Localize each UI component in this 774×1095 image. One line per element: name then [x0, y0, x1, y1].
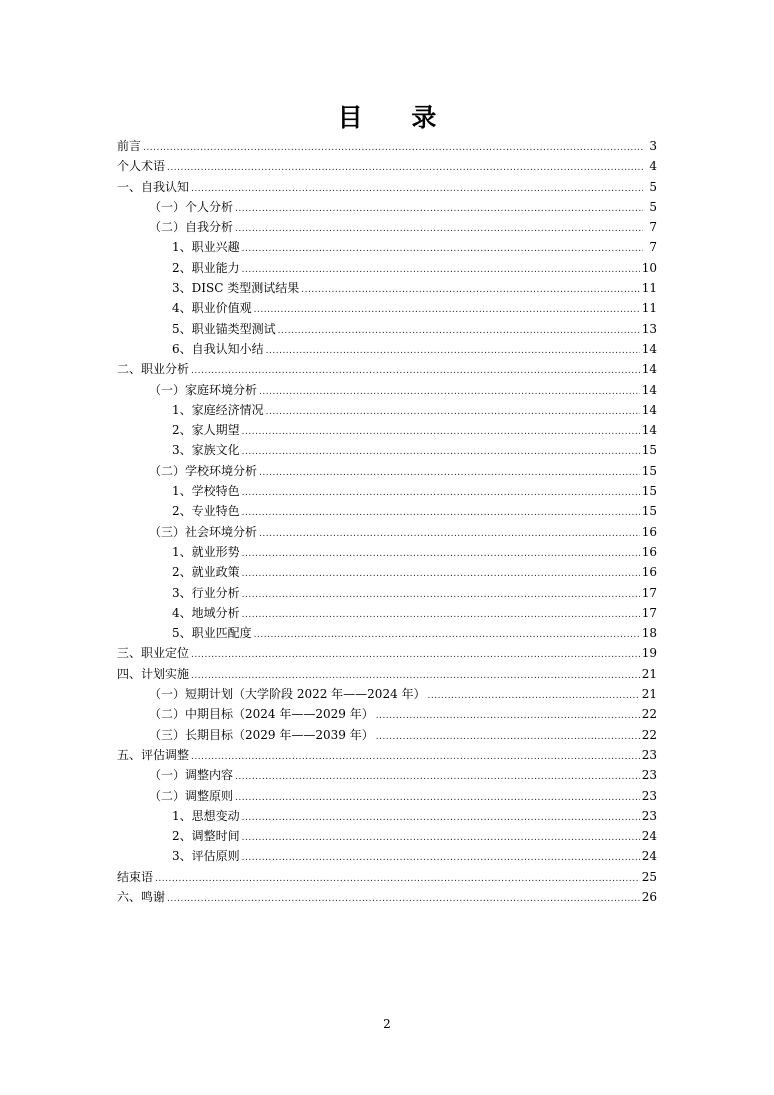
dot-leader [266, 341, 640, 361]
table-of-contents [117, 136, 657, 907]
toc-entry[interactable] [117, 420, 657, 440]
toc-entry-page: 22 [641, 707, 657, 722]
toc-entry-page: 14 [641, 382, 657, 397]
toc-entry-page: 25 [641, 869, 657, 884]
toc-entry[interactable] [117, 298, 657, 318]
toc-entry-page: 18 [641, 626, 657, 641]
toc-entry-page: 11 [641, 301, 657, 316]
toc-entry-label: （一）家庭环境分析 [149, 382, 258, 397]
toc-entry-page: 21 [641, 687, 657, 702]
dot-leader [235, 219, 643, 239]
toc-entry-label: （二）自我分析 [149, 220, 234, 235]
dot-leader [266, 402, 640, 422]
dot-leader [242, 564, 640, 584]
dot-leader [254, 300, 640, 320]
toc-entry-page: 15 [641, 463, 657, 478]
dot-leader [191, 645, 640, 665]
toc-entry[interactable] [117, 745, 657, 765]
toc-entry-label: 前言 [117, 139, 142, 153]
toc-entry-label: 1、学校特色 [172, 484, 240, 499]
toc-entry-page: 26 [641, 889, 657, 904]
toc-entry[interactable] [117, 623, 657, 643]
toc-entry[interactable] [117, 136, 657, 156]
toc-entry[interactable] [117, 664, 657, 684]
toc-entry-label: 1、就业形势 [172, 544, 240, 559]
toc-entry[interactable] [117, 278, 657, 298]
dot-leader [259, 382, 640, 402]
toc-entry-page: 15 [641, 443, 657, 458]
toc-entry-label: 4、地域分析 [172, 605, 240, 620]
toc-entry-page: 24 [641, 829, 657, 844]
dot-leader [278, 321, 640, 341]
toc-entry-label: 4、职业价值观 [172, 301, 252, 316]
toc-entry-page: 14 [641, 402, 657, 417]
dot-leader [242, 605, 640, 625]
toc-entry[interactable] [117, 156, 657, 176]
toc-entry[interactable] [117, 846, 657, 866]
toc-entry-page: 4 [649, 159, 657, 174]
dot-leader [191, 179, 643, 199]
toc-entry[interactable] [117, 643, 657, 663]
toc-entry-label: （二）中期目标（2024 年——2029 年） [149, 707, 374, 722]
toc-entry[interactable] [117, 522, 657, 542]
toc-entry-page: 13 [641, 321, 657, 336]
toc-entry-page: 3 [649, 139, 657, 153]
toc-entry-label: 2、就业政策 [172, 565, 240, 580]
toc-entry-page: 17 [641, 605, 657, 620]
dot-leader [235, 788, 640, 808]
toc-entry[interactable] [117, 501, 657, 521]
toc-entry-page: 14 [641, 341, 657, 356]
toc-entry-page: 5 [649, 199, 657, 214]
toc-entry-label: 5、职业锚类型测试 [172, 321, 276, 336]
toc-entry[interactable] [117, 867, 657, 887]
toc-entry[interactable] [117, 481, 657, 501]
toc-entry-label: （三）长期目标（2029 年——2039 年） [149, 727, 374, 742]
toc-entry-label: 2、职业能力 [172, 260, 240, 275]
toc-entry-label: 结束语 [117, 869, 154, 884]
toc-entry[interactable] [117, 380, 657, 400]
toc-entry[interactable] [117, 887, 657, 907]
toc-entry[interactable] [117, 197, 657, 217]
dot-leader [242, 848, 640, 868]
toc-entry-page: 7 [649, 220, 657, 235]
toc-entry-label: 2、专业特色 [172, 504, 240, 519]
toc-entry[interactable] [117, 583, 657, 603]
toc-entry-page: 5 [649, 179, 657, 194]
toc-entry-label: 3、DISC 类型测试结果 [172, 281, 300, 296]
toc-entry-page: 16 [641, 544, 657, 559]
toc-entry[interactable] [117, 319, 657, 339]
toc-entry-label: （二）学校环境分析 [149, 463, 258, 478]
toc-entry-label: （三）社会环境分析 [149, 524, 258, 539]
toc-entry[interactable] [117, 684, 657, 704]
dot-leader [167, 889, 640, 909]
toc-entry-label: 一、自我认知 [117, 179, 190, 194]
toc-entry[interactable] [117, 461, 657, 481]
toc-entry[interactable] [117, 786, 657, 806]
dot-leader [259, 524, 640, 544]
toc-entry-page: 19 [641, 646, 657, 661]
toc-entry-page: 7 [649, 240, 657, 255]
dot-leader [242, 422, 640, 442]
dot-leader [191, 666, 640, 686]
dot-leader [242, 442, 640, 462]
toc-entry-page: 17 [641, 585, 657, 600]
toc-entry-label: 2、调整时间 [172, 829, 240, 844]
toc-entry-label: （一）个人分析 [149, 199, 234, 214]
dot-leader [242, 239, 643, 259]
toc-entry-page: 23 [641, 768, 657, 783]
dot-leader [376, 727, 640, 747]
dot-leader [254, 625, 640, 645]
toc-entry-label: 3、评估原则 [172, 849, 240, 864]
toc-entry[interactable] [117, 440, 657, 460]
page-number: 2 [383, 1017, 391, 1031]
dot-leader [191, 361, 640, 381]
toc-entry-label: 1、家庭经济情况 [172, 402, 264, 417]
toc-entry-page: 22 [641, 727, 657, 742]
toc-entry-label: （一）短期计划（大学阶段 2022 年——2024 年） [149, 687, 426, 702]
toc-entry-label: 三、职业定位 [117, 646, 190, 661]
toc-entry[interactable] [117, 237, 657, 257]
toc-entry-label: 个人术语 [117, 159, 166, 174]
dot-leader [242, 828, 640, 848]
toc-entry-page: 23 [641, 808, 657, 823]
toc-entry-page: 21 [641, 666, 657, 681]
toc-entry-label: 二、职业分析 [117, 362, 190, 377]
toc-entry[interactable] [117, 826, 657, 846]
toc-entry-label: 3、行业分析 [172, 585, 240, 600]
toc-entry[interactable] [117, 704, 657, 724]
toc-entry-label: 六、鸣谢 [117, 889, 166, 904]
toc-entry-label: 1、思想变动 [172, 808, 240, 823]
dot-leader [155, 869, 640, 889]
toc-entry-label: 2、家人期望 [172, 423, 240, 438]
dot-leader [191, 747, 640, 767]
toc-entry[interactable] [117, 400, 657, 420]
dot-leader [376, 706, 640, 726]
toc-entry-label: 5、职业匹配度 [172, 626, 252, 641]
page-title: 目 录 [337, 103, 457, 132]
toc-entry-page: 16 [641, 565, 657, 580]
toc-entry-label: （二）调整原则 [149, 788, 234, 803]
toc-entry[interactable] [117, 359, 657, 379]
toc-entry[interactable] [117, 725, 657, 745]
dot-leader [242, 544, 640, 564]
toc-entry[interactable] [117, 258, 657, 278]
toc-entry-label: 1、职业兴趣 [172, 240, 240, 255]
toc-entry[interactable] [117, 542, 657, 562]
dot-leader [242, 483, 640, 503]
toc-entry-page: 14 [641, 362, 657, 377]
toc-entry-page: 15 [641, 504, 657, 519]
toc-entry-label: 3、家族文化 [172, 443, 240, 458]
toc-entry[interactable] [117, 806, 657, 826]
toc-entry-label: 五、评估调整 [117, 747, 190, 762]
toc-entry-label: 6、自我认知小结 [172, 341, 264, 356]
dot-leader [242, 808, 640, 828]
toc-entry-page: 24 [641, 849, 657, 864]
toc-entry-label: 四、计划实施 [117, 666, 190, 681]
dot-leader [259, 463, 640, 483]
toc-entry[interactable] [117, 603, 657, 623]
toc-entry-page: 14 [641, 423, 657, 438]
dot-leader [242, 260, 640, 280]
toc-entry[interactable] [117, 562, 657, 582]
dot-leader [143, 138, 643, 158]
toc-entry[interactable] [117, 765, 657, 785]
toc-entry-page: 11 [641, 281, 657, 296]
toc-entry[interactable] [117, 177, 657, 197]
dot-leader [167, 158, 643, 178]
toc-entry-page: 23 [641, 747, 657, 762]
toc-entry-page: 16 [641, 524, 657, 539]
dot-leader [428, 686, 640, 706]
toc-entry-page: 10 [641, 260, 657, 275]
dot-leader [235, 199, 643, 219]
dot-leader [235, 767, 640, 787]
toc-entry-page: 15 [641, 484, 657, 499]
toc-entry-label: （一）调整内容 [149, 768, 234, 783]
dot-leader [242, 503, 640, 523]
toc-entry[interactable] [117, 339, 657, 359]
dot-leader [242, 585, 640, 605]
toc-entry-page: 23 [641, 788, 657, 803]
dot-leader [301, 280, 640, 300]
toc-entry[interactable] [117, 217, 657, 237]
